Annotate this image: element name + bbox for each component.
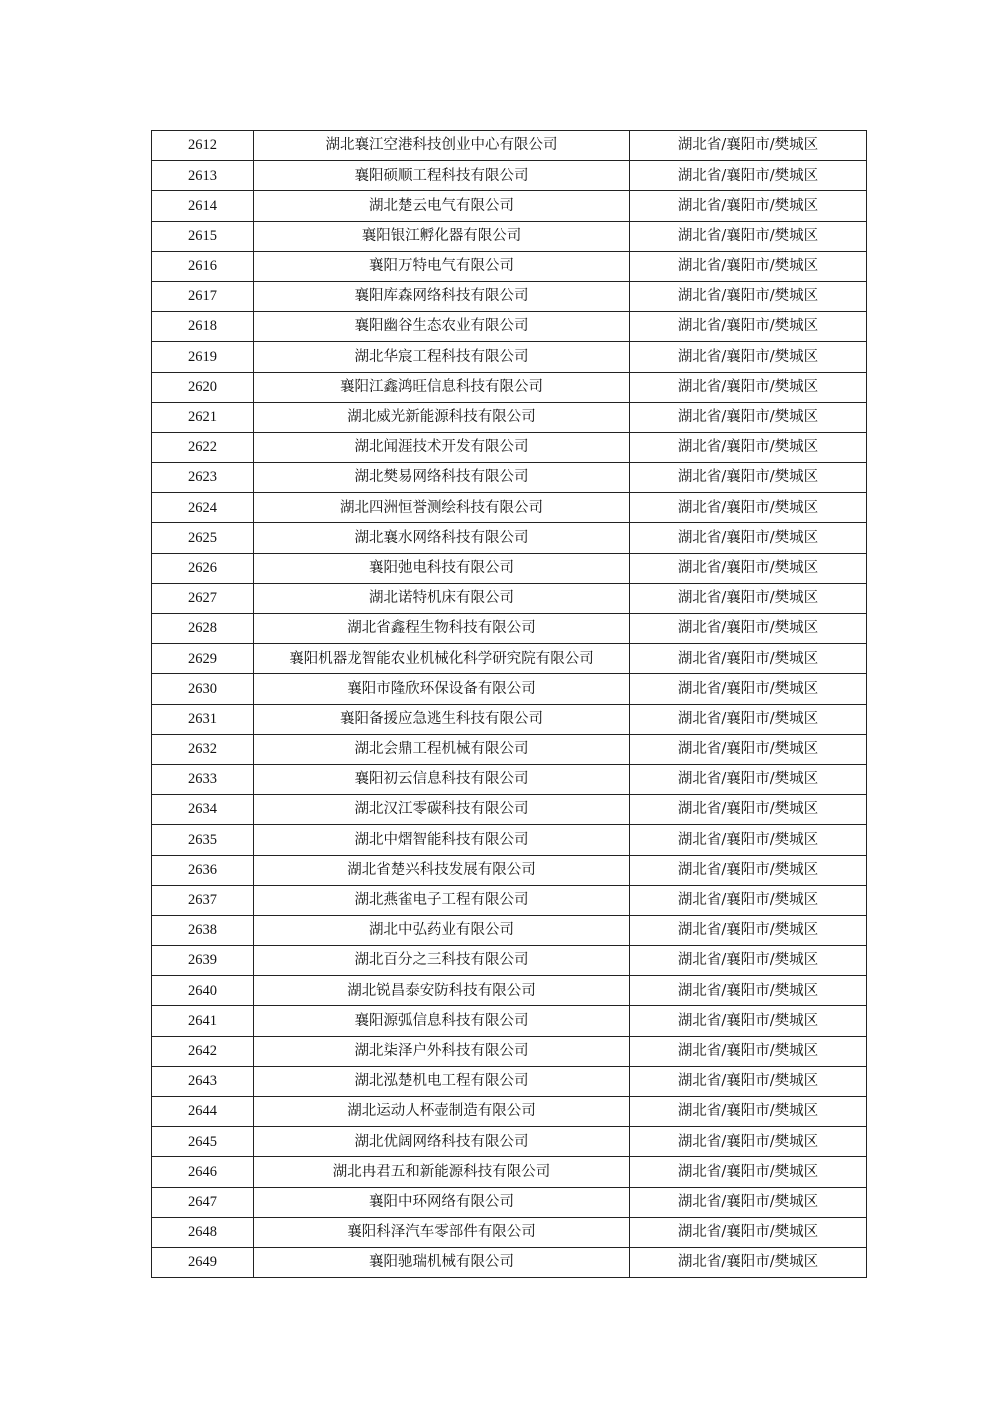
company-name-cell: 襄阳市隆欣环保设备有限公司	[254, 674, 630, 704]
region-cell: 湖北省/襄阳市/樊城区	[630, 432, 867, 462]
table-row	[152, 915, 867, 945]
row-number-cell: 2637	[152, 885, 254, 915]
company-name-cell: 湖北汉江零碳科技有限公司	[254, 795, 630, 825]
table-row	[152, 523, 867, 553]
row-number-cell: 2646	[152, 1157, 254, 1187]
row-number-cell: 2615	[152, 221, 254, 251]
region-cell: 湖北省/襄阳市/樊城区	[630, 463, 867, 493]
company-name-cell: 湖北华宸工程科技有限公司	[254, 342, 630, 372]
region-cell: 湖北省/襄阳市/樊城区	[630, 915, 867, 945]
row-number-cell: 2623	[152, 463, 254, 493]
region-cell: 湖北省/襄阳市/樊城区	[630, 734, 867, 764]
company-name-cell: 湖北闻涯技术开发有限公司	[254, 432, 630, 462]
region-cell: 湖北省/襄阳市/樊城区	[630, 1036, 867, 1066]
company-name-cell: 湖北泓楚机电工程有限公司	[254, 1066, 630, 1096]
row-number-cell: 2614	[152, 191, 254, 221]
region-cell: 湖北省/襄阳市/樊城区	[630, 976, 867, 1006]
region-cell: 湖北省/襄阳市/樊城区	[630, 1247, 867, 1277]
region-cell: 湖北省/襄阳市/樊城区	[630, 764, 867, 794]
table-row	[152, 432, 867, 462]
company-name-cell: 襄阳科泽汽车零部件有限公司	[254, 1217, 630, 1247]
table-row	[152, 734, 867, 764]
table-row	[152, 1187, 867, 1217]
company-name-cell: 襄阳源弧信息科技有限公司	[254, 1006, 630, 1036]
table-row	[152, 1066, 867, 1096]
company-name-cell: 襄阳万特电气有限公司	[254, 251, 630, 281]
company-name-cell: 湖北中熠智能科技有限公司	[254, 825, 630, 855]
region-cell: 湖北省/襄阳市/樊城区	[630, 583, 867, 613]
row-number-cell: 2648	[152, 1217, 254, 1247]
row-number-cell: 2612	[152, 131, 254, 161]
company-name-cell: 湖北诺特机床有限公司	[254, 583, 630, 613]
region-cell: 湖北省/襄阳市/樊城区	[630, 493, 867, 523]
table-row	[152, 161, 867, 191]
row-number-cell: 2619	[152, 342, 254, 372]
region-cell: 湖北省/襄阳市/樊城区	[630, 1127, 867, 1157]
company-name-cell: 湖北冉君五和新能源科技有限公司	[254, 1157, 630, 1187]
row-number-cell: 2618	[152, 312, 254, 342]
table-row	[152, 372, 867, 402]
row-number-cell: 2642	[152, 1036, 254, 1066]
table-row	[152, 583, 867, 613]
row-number-cell: 2635	[152, 825, 254, 855]
region-cell: 湖北省/襄阳市/樊城区	[630, 372, 867, 402]
region-cell: 湖北省/襄阳市/樊城区	[630, 1157, 867, 1187]
region-cell: 湖北省/襄阳市/樊城区	[630, 402, 867, 432]
region-cell: 湖北省/襄阳市/樊城区	[630, 251, 867, 281]
company-name-cell: 襄阳库森网络科技有限公司	[254, 281, 630, 311]
row-number-cell: 2638	[152, 915, 254, 945]
company-name-cell: 襄阳机器龙智能农业机械化科学研究院有限公司	[254, 644, 630, 674]
table-row	[152, 191, 867, 221]
row-number-cell: 2630	[152, 674, 254, 704]
table-row	[152, 463, 867, 493]
table-row	[152, 1127, 867, 1157]
company-name-cell: 襄阳中环网络有限公司	[254, 1187, 630, 1217]
table-body	[152, 131, 867, 1278]
region-cell: 湖北省/襄阳市/樊城区	[630, 1187, 867, 1217]
row-number-cell: 2617	[152, 281, 254, 311]
company-name-cell: 襄阳驰瑞机械有限公司	[254, 1247, 630, 1277]
table-row	[152, 1247, 867, 1277]
company-name-cell: 湖北燕雀电子工程有限公司	[254, 885, 630, 915]
company-name-cell: 湖北柒泽户外科技有限公司	[254, 1036, 630, 1066]
region-cell: 湖北省/襄阳市/樊城区	[630, 523, 867, 553]
row-number-cell: 2639	[152, 946, 254, 976]
company-name-cell: 襄阳初云信息科技有限公司	[254, 764, 630, 794]
row-number-cell: 2625	[152, 523, 254, 553]
company-name-cell: 湖北百分之三科技有限公司	[254, 946, 630, 976]
table-row	[152, 644, 867, 674]
region-cell: 湖北省/襄阳市/樊城区	[630, 855, 867, 885]
region-cell: 湖北省/襄阳市/樊城区	[630, 312, 867, 342]
company-name-cell: 襄阳弛电科技有限公司	[254, 553, 630, 583]
company-name-cell: 湖北楚云电气有限公司	[254, 191, 630, 221]
table-row	[152, 885, 867, 915]
region-cell: 湖北省/襄阳市/樊城区	[630, 342, 867, 372]
table-row	[152, 764, 867, 794]
row-number-cell: 2616	[152, 251, 254, 281]
company-name-cell: 襄阳银江孵化器有限公司	[254, 221, 630, 251]
table-row	[152, 1036, 867, 1066]
row-number-cell: 2622	[152, 432, 254, 462]
row-number-cell: 2627	[152, 583, 254, 613]
company-name-cell: 湖北省鑫程生物科技有限公司	[254, 614, 630, 644]
company-name-cell: 襄阳备援应急逃生科技有限公司	[254, 704, 630, 734]
region-cell: 湖北省/襄阳市/樊城区	[630, 614, 867, 644]
company-name-cell: 湖北运动人杯壶制造有限公司	[254, 1097, 630, 1127]
table-row	[152, 674, 867, 704]
row-number-cell: 2640	[152, 976, 254, 1006]
table-row	[152, 131, 867, 161]
table-row	[152, 553, 867, 583]
table-row	[152, 614, 867, 644]
company-name-cell: 襄阳硕顺工程科技有限公司	[254, 161, 630, 191]
region-cell: 湖北省/襄阳市/樊城区	[630, 946, 867, 976]
table-row	[152, 312, 867, 342]
region-cell: 湖北省/襄阳市/樊城区	[630, 644, 867, 674]
company-name-cell: 湖北会鼎工程机械有限公司	[254, 734, 630, 764]
row-number-cell: 2621	[152, 402, 254, 432]
table-row	[152, 825, 867, 855]
row-number-cell: 2629	[152, 644, 254, 674]
company-name-cell: 襄阳幽谷生态农业有限公司	[254, 312, 630, 342]
company-name-cell: 湖北樊易网络科技有限公司	[254, 463, 630, 493]
region-cell: 湖北省/襄阳市/樊城区	[630, 704, 867, 734]
company-name-cell: 湖北襄水网络科技有限公司	[254, 523, 630, 553]
region-cell: 湖北省/襄阳市/樊城区	[630, 1066, 867, 1096]
company-name-cell: 湖北省楚兴科技发展有限公司	[254, 855, 630, 885]
table-row	[152, 946, 867, 976]
row-number-cell: 2631	[152, 704, 254, 734]
region-cell: 湖北省/襄阳市/樊城区	[630, 1006, 867, 1036]
region-cell: 湖北省/襄阳市/樊城区	[630, 1097, 867, 1127]
company-name-cell: 湖北锐昌泰安防科技有限公司	[254, 976, 630, 1006]
row-number-cell: 2613	[152, 161, 254, 191]
company-name-cell: 湖北中弘药业有限公司	[254, 915, 630, 945]
row-number-cell: 2641	[152, 1006, 254, 1036]
company-list-table	[151, 130, 867, 1278]
table-row	[152, 342, 867, 372]
row-number-cell: 2643	[152, 1066, 254, 1096]
company-name-cell: 湖北优阔网络科技有限公司	[254, 1127, 630, 1157]
table-row	[152, 221, 867, 251]
table-row	[152, 281, 867, 311]
row-number-cell: 2649	[152, 1247, 254, 1277]
region-cell: 湖北省/襄阳市/樊城区	[630, 1217, 867, 1247]
table-row	[152, 1157, 867, 1187]
region-cell: 湖北省/襄阳市/樊城区	[630, 191, 867, 221]
row-number-cell: 2626	[152, 553, 254, 583]
row-number-cell: 2645	[152, 1127, 254, 1157]
table-row	[152, 855, 867, 885]
region-cell: 湖北省/襄阳市/樊城区	[630, 161, 867, 191]
table-row	[152, 704, 867, 734]
table-row	[152, 795, 867, 825]
region-cell: 湖北省/襄阳市/樊城区	[630, 553, 867, 583]
region-cell: 湖北省/襄阳市/樊城区	[630, 221, 867, 251]
company-name-cell: 湖北襄江空港科技创业中心有限公司	[254, 131, 630, 161]
region-cell: 湖北省/襄阳市/樊城区	[630, 885, 867, 915]
company-name-cell: 湖北威光新能源科技有限公司	[254, 402, 630, 432]
region-cell: 湖北省/襄阳市/樊城区	[630, 795, 867, 825]
region-cell: 湖北省/襄阳市/樊城区	[630, 131, 867, 161]
row-number-cell: 2647	[152, 1187, 254, 1217]
table-row	[152, 976, 867, 1006]
row-number-cell: 2636	[152, 855, 254, 885]
row-number-cell: 2633	[152, 764, 254, 794]
row-number-cell: 2624	[152, 493, 254, 523]
region-cell: 湖北省/襄阳市/樊城区	[630, 825, 867, 855]
table-row	[152, 493, 867, 523]
region-cell: 湖北省/襄阳市/樊城区	[630, 281, 867, 311]
table-row	[152, 1006, 867, 1036]
row-number-cell: 2634	[152, 795, 254, 825]
table-row	[152, 251, 867, 281]
row-number-cell: 2620	[152, 372, 254, 402]
table-row	[152, 402, 867, 432]
region-cell: 湖北省/襄阳市/樊城区	[630, 674, 867, 704]
table-row	[152, 1217, 867, 1247]
company-name-cell: 襄阳江鑫鸿旺信息科技有限公司	[254, 372, 630, 402]
row-number-cell: 2628	[152, 614, 254, 644]
row-number-cell: 2632	[152, 734, 254, 764]
table-row	[152, 1097, 867, 1127]
row-number-cell: 2644	[152, 1097, 254, 1127]
company-name-cell: 湖北四洲恒誉测绘科技有限公司	[254, 493, 630, 523]
